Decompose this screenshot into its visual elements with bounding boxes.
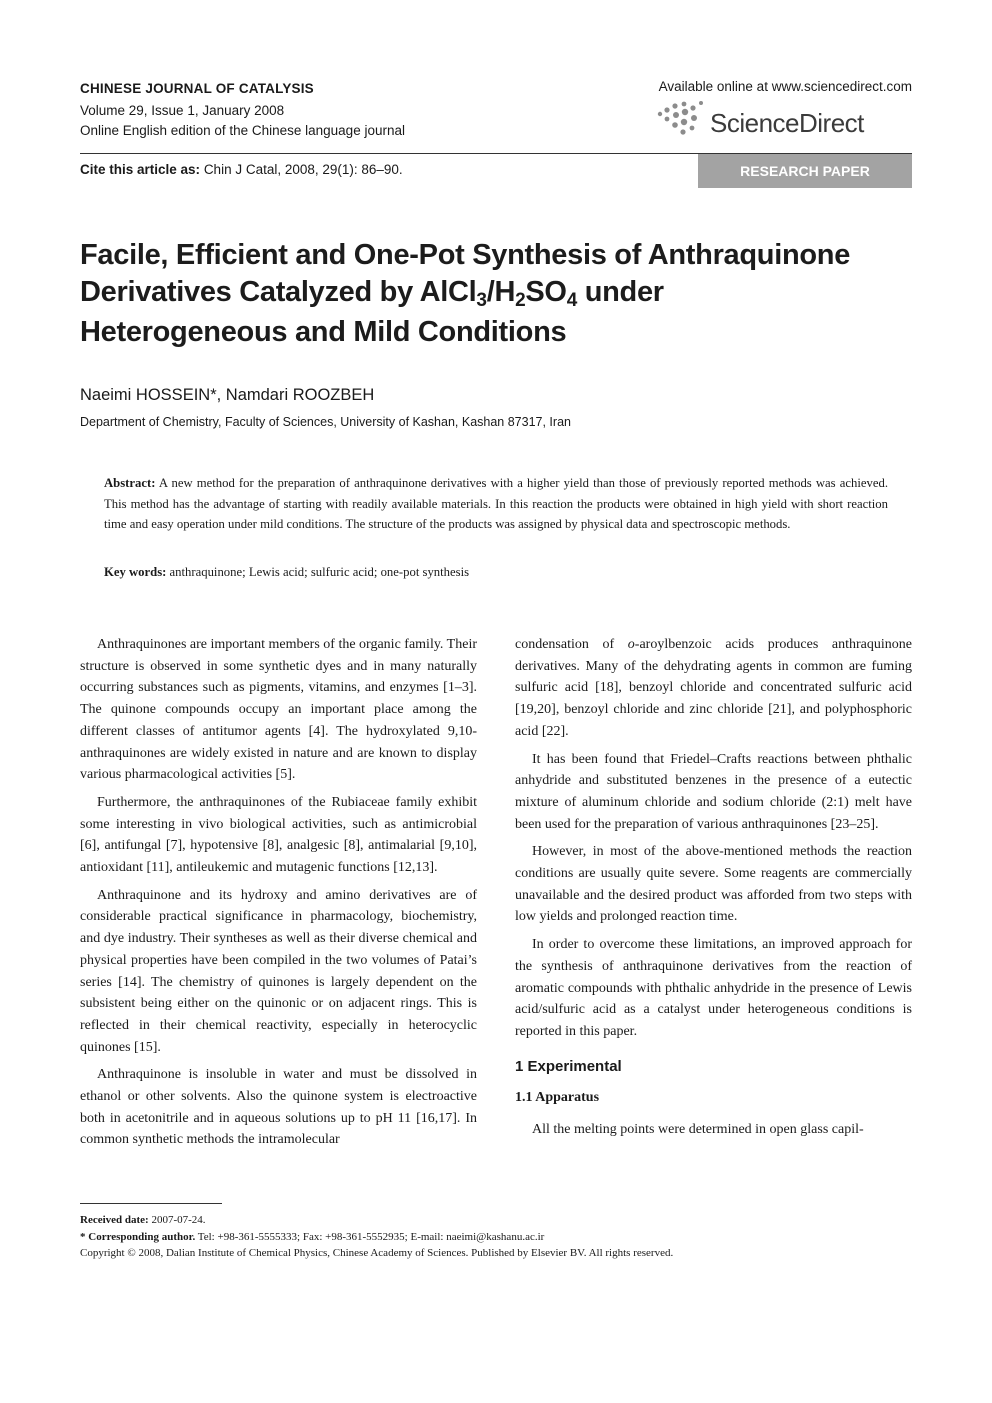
paragraph: Anthraquinones are important members of the organic family. Their structure is observed in some synthetic dyes and in many naturally occurring substances such as pigments, vitamins, and enzymes [1–3]. The quinone compounds occupy an important place among the different classes of antitumor agents [4]. The hydroxylated 9,10-anthraquinones are widely existed in nature and are known to display various pharmacological activities [5]. xyxy=(80,637,477,783)
footnote-divider xyxy=(80,1203,222,1204)
title-line-2c: SO xyxy=(525,276,567,308)
paragraph-italic: o xyxy=(627,637,635,652)
section-heading: 1 Experimental xyxy=(515,1057,622,1075)
authors: Naeimi HOSSEIN*, Namdari ROOZBEH xyxy=(80,386,375,404)
journal-volume: Volume 29, Issue 1, January 2008 xyxy=(80,103,285,118)
received-date xyxy=(80,1212,920,1229)
paragraph: All the melting points were determined in open glass capil- xyxy=(532,1122,864,1138)
paragraph: Furthermore, the anthraquinones of the Rubiaceae family exhibit some interesting in vivo biological activities, such as antimicrobial [6], antifungal [7], hypotensive [8], analgesic [8], antimalarial [9,10], antioxidant [11], antileukemic and mutagenic functions [12,13]. xyxy=(80,794,477,876)
paragraph xyxy=(515,634,912,743)
corresponding-label: * Corresponding author. xyxy=(80,1230,196,1243)
keywords-text: anthraquinone; Lewis acid; sulfuric acid; one-pot synthesis xyxy=(169,565,470,579)
copyright: Copyright © 2008, Dalian Institute of Chemical Physics, Chinese Academy of Sciences. Published by Elsevier BV. All rights reserved. xyxy=(80,1247,674,1259)
article-title xyxy=(80,237,910,351)
keywords xyxy=(104,565,888,580)
abstract-label: Abstract: xyxy=(104,476,156,490)
cite-text: Chin J Catal, 2008, 29(1): 86–90. xyxy=(203,162,403,177)
subsection-heading: 1.1 Apparatus xyxy=(515,1090,600,1106)
journal-name: CHINESE JOURNAL OF CATALYSIS xyxy=(80,81,314,96)
available-online[interactable]: Available online at www.sciencedirect.com xyxy=(658,79,912,94)
title-line-2b: /H xyxy=(486,276,516,308)
title-sub-2: 2 xyxy=(515,290,526,311)
citation-line xyxy=(80,162,403,177)
cite-label: Cite this article as: xyxy=(80,162,201,177)
received-value: 2007-07-24. xyxy=(151,1214,206,1226)
journal-edition: Online English edition of the Chinese language journal xyxy=(80,123,405,138)
paragraph: Anthraquinone and its hydroxy and amino derivatives are of considerable practical significance in pharmacology, biochemistry, and dye industry. Their syntheses as well as their diverse chemical and physical properties have been compiled in the two volumes of Patai’s series [14]. The chemistry of quinones is largely dependent on the subsistent being either on the quinonic or on adjacent rings. This is reflected in their chemical reactivity, especially in heterocyclic quinones [15]. xyxy=(80,887,477,1055)
paragraph: However, in most of the above-mentioned methods the reaction conditions are usually quite severe. Some reagents are commercially unavailable and the desired product was afforded from two steps with low yields and prolonged reaction time. xyxy=(515,844,912,925)
title-line-2a: Derivatives Catalyzed by AlCl xyxy=(80,276,477,308)
corresponding-value: Tel: +98-361-5555333; Fax: +98-361-5552935; E-mail: naeimi@kashanu.ac.ir xyxy=(197,1230,545,1243)
title-line-1: Facile, Efficient and One-Pot Synthesis of Anthraquinone xyxy=(80,239,851,271)
paragraph-part: -aroylbenzoic acids produces anthraquinone derivatives. Many of the dehydrating agents in common are fuming sulfuric acid [18], benzoyl chloride and concentrated sulfuric acid [19,20], benzoyl chloride and zinc chloride [21], and polyphosphoric acid [22]. xyxy=(515,637,912,739)
affiliation: Department of Chemistry, Faculty of Sciences, University of Kashan, Kashan 87317, Iran xyxy=(80,415,571,429)
paragraph-part: condensation of xyxy=(515,637,628,652)
footnotes xyxy=(80,1212,920,1262)
research-paper-badge: RESEARCH PAPER xyxy=(698,154,912,188)
body-column-right xyxy=(515,634,912,1147)
title-sub-3: 3 xyxy=(476,290,487,311)
paragraph: Anthraquinone is insoluble in water and must be dissolved in ethanol or other solvents. Also the quinone system is electroactive both in acetonitrile and in aqueous solutions up to pH 11 [16,17]. In common synthetic methods the intramolecular xyxy=(80,1067,477,1148)
title-line-3: Heterogeneous and Mild Conditions xyxy=(80,316,567,348)
sciencedirect-logo-text: ScienceDirect xyxy=(710,108,864,138)
corresponding-author xyxy=(80,1229,920,1246)
abstract-text: A new method for the preparation of anthraquinone derivatives with a higher yield than those of previously reported methods was achieved. This method has the advantage of starting with readily available materials. In this reaction the products were obtained in high yield with short reaction time and easy operation under mild conditions. The structure of the products was assigned by physical data and spectroscopic methods. xyxy=(104,476,888,531)
abstract xyxy=(104,473,888,535)
title-sub-4: 4 xyxy=(566,290,577,311)
body-column-left xyxy=(80,634,477,1157)
keywords-label: Key words: xyxy=(104,565,167,579)
title-line-2d: under xyxy=(576,276,664,308)
paragraph: In order to overcome these limitations, an improved approach for the synthesis of anthraquinone derivatives from the reaction of aromatic compounds with phthalic anhydride in the presence of Lewis acid/sulfuric acid as a catalyst under heterogeneous conditions is reported in this paper. xyxy=(515,937,912,1039)
paragraph: It has been found that Friedel–Crafts reactions between phthalic anhydride and substituted benzenes in the presence of a eutectic mixture of aluminum chloride and sodium chloride (2:1) melt have been used for the preparation of various anthraquinones [23–25]. xyxy=(515,751,912,832)
received-label: Received date: xyxy=(80,1214,149,1226)
